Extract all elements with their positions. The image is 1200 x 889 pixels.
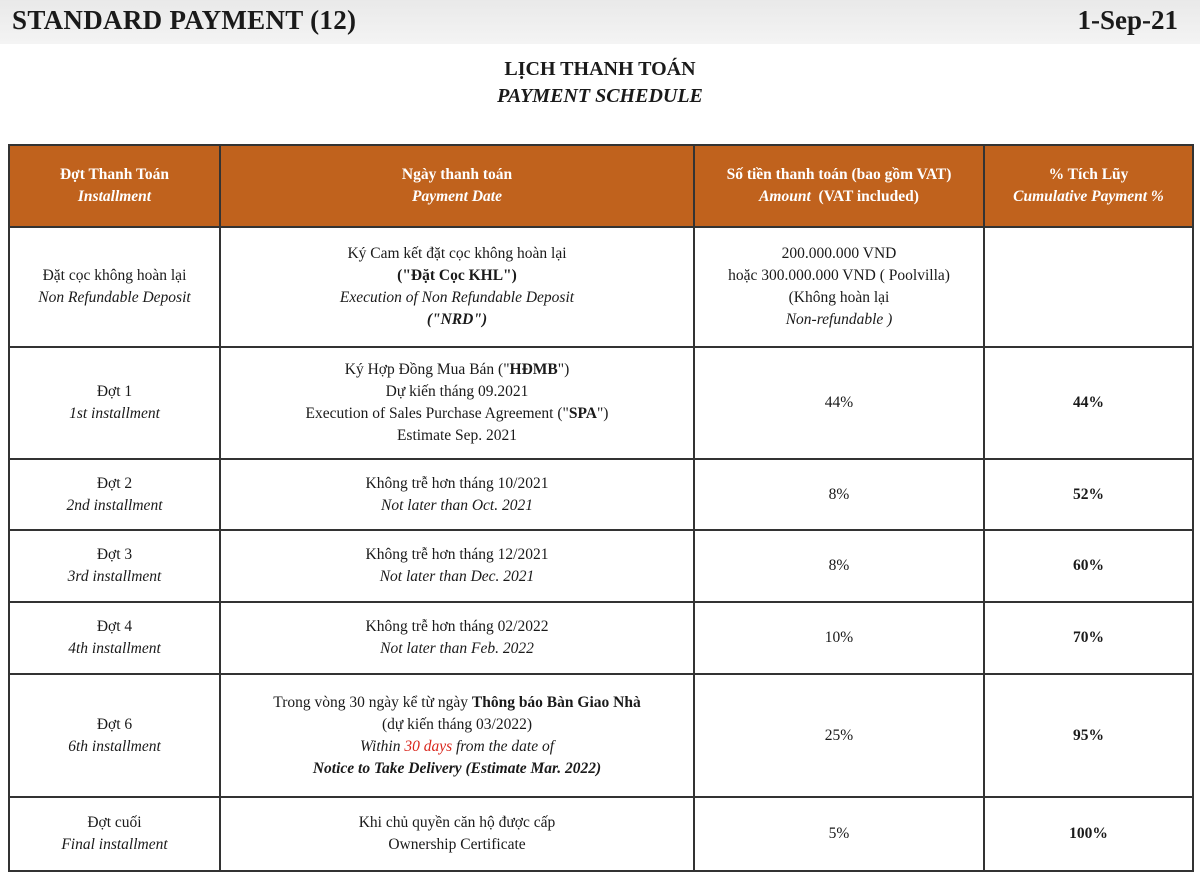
payment-schedule-table xyxy=(8,144,1194,872)
amount-cell: 8% xyxy=(694,459,984,530)
installment-name-vn: Đợt 6 xyxy=(96,715,133,733)
cumulative-cell: 95% xyxy=(984,674,1193,797)
installment-cell xyxy=(9,347,220,459)
column-header-amount xyxy=(694,145,984,227)
installment-name-vn: Đợt 1 xyxy=(96,383,133,400)
amount-line: Non-refundable ) xyxy=(785,311,893,328)
table-row xyxy=(9,347,1193,459)
schedule-title-vn: LỊCH THANH TOÁN xyxy=(504,58,696,80)
installment-name-vn: Đợt cuối xyxy=(87,814,142,831)
payment-date-emphasis: HĐMB xyxy=(509,361,558,378)
payment-date-line: Ownership Certificate xyxy=(388,836,526,853)
payment-date-line xyxy=(227,403,687,425)
amount-cell: 44% xyxy=(694,347,984,459)
payment-date-line: Not later than Oct. 2021 xyxy=(381,496,533,514)
installment-name-vn: Đợt 4 xyxy=(96,618,133,635)
column-header-label-vn: Số tiền thanh toán (bao gồm VAT) xyxy=(726,166,952,183)
payment-date-cell xyxy=(220,797,694,871)
installment-name-vn: Đợt 3 xyxy=(96,546,133,563)
cumulative-cell: 60% xyxy=(984,530,1193,602)
cumulative-cell: 70% xyxy=(984,602,1193,674)
payment-date-line: Khi chủ quyền căn hộ được cấp xyxy=(358,814,556,831)
payment-date-emphasis: SPA xyxy=(568,405,597,422)
payment-date-highlight: 30 days xyxy=(404,737,453,755)
amount-cell: 10% xyxy=(694,602,984,674)
payment-date-text: from the date of xyxy=(452,737,555,755)
amount-line: (Không hoàn lại xyxy=(788,289,890,306)
amount-line: 200.000.000 VND xyxy=(781,245,897,262)
payment-date-line: Estimate Sep. 2021 xyxy=(396,427,518,444)
column-header-label-en: Payment Date xyxy=(412,188,502,205)
table-row xyxy=(9,602,1193,674)
installment-cell xyxy=(9,530,220,602)
installment-name-en: Non Refundable Deposit xyxy=(38,289,191,306)
amount-cell: 8% xyxy=(694,530,984,602)
column-header-amount-en: Amount xyxy=(759,188,811,205)
document-date: 1-Sep-21 xyxy=(1077,5,1178,35)
installment-name-en: 6th installment xyxy=(68,737,161,755)
column-header-label-vn: Đợt Thanh Toán xyxy=(59,166,170,183)
column-header-label-vn: Ngày thanh toán xyxy=(401,166,513,183)
payment-date-cell xyxy=(220,459,694,530)
table-row xyxy=(9,530,1193,602)
installment-name-vn: Đặt cọc không hoàn lại xyxy=(42,267,187,284)
payment-date-line: ("NRD") xyxy=(426,311,488,328)
payment-date-line: Not later than Dec. 2021 xyxy=(379,568,535,585)
payment-date-line: Not later than Feb. 2022 xyxy=(380,640,534,657)
payment-date-text: Within xyxy=(359,737,405,755)
payment-date-line: Không trễ hơn tháng 02/2022 xyxy=(365,618,549,635)
column-header-label-en xyxy=(701,186,977,208)
table-row xyxy=(9,227,1193,347)
payment-date-line xyxy=(227,692,687,714)
installment-name-en: 1st installment xyxy=(69,405,160,422)
installment-cell xyxy=(9,227,220,347)
table-row xyxy=(9,459,1193,530)
table-row xyxy=(9,797,1193,871)
column-header-vat-note: (VAT included) xyxy=(818,188,919,205)
installment-cell xyxy=(9,797,220,871)
column-header-cumulative xyxy=(984,145,1193,227)
payment-date-line: Dự kiến tháng 09.2021 xyxy=(385,383,529,400)
payment-date-emphasis: Thông báo Bàn Giao Nhà xyxy=(471,693,641,711)
amount-line: hoặc 300.000.000 VND ( Poolvilla) xyxy=(728,267,950,284)
payment-date-text: ") xyxy=(596,405,609,422)
payment-date-text: Trong vòng 30 ngày kể từ ngày xyxy=(273,693,472,711)
table-row xyxy=(9,674,1193,797)
payment-date-cell xyxy=(220,227,694,347)
payment-date-cell xyxy=(220,602,694,674)
table-header-row xyxy=(9,145,1193,227)
cumulative-cell xyxy=(984,227,1193,347)
payment-date-line: Ký Cam kết đặt cọc không hoàn lại xyxy=(347,245,567,262)
column-header-payment-date xyxy=(220,145,694,227)
payment-date-line: ("Đặt Cọc KHL") xyxy=(397,267,517,284)
column-header-label-en: Installment xyxy=(77,188,152,205)
installment-name-en: 3rd installment xyxy=(67,568,162,585)
amount-cell xyxy=(694,227,984,347)
payment-date-line: Notice to Take Delivery (Estimate Mar. 2022) xyxy=(312,759,602,777)
amount-cell: 25% xyxy=(694,674,984,797)
payment-date-cell xyxy=(220,347,694,459)
document-title: STANDARD PAYMENT (12) xyxy=(12,5,357,35)
payment-date-line: Không trễ hơn tháng 10/2021 xyxy=(365,474,549,492)
installment-cell xyxy=(9,602,220,674)
payment-date-line: Execution of Non Refundable Deposit xyxy=(339,289,575,306)
payment-date-line: Không trễ hơn tháng 12/2021 xyxy=(365,546,549,563)
cumulative-cell: 52% xyxy=(984,459,1193,530)
installment-name-en: 2nd installment xyxy=(66,496,163,514)
payment-date-text: Ký Hợp Đồng Mua Bán (" xyxy=(344,361,510,378)
payment-date-text: Execution of Sales Purchase Agreement (" xyxy=(305,405,569,422)
amount-cell: 5% xyxy=(694,797,984,871)
column-header-installment xyxy=(9,145,220,227)
payment-date-line: (dự kiến tháng 03/2022) xyxy=(381,715,533,733)
installment-cell xyxy=(9,674,220,797)
payment-date-cell xyxy=(220,674,694,797)
payment-date-line xyxy=(227,359,687,381)
payment-date-cell xyxy=(220,530,694,602)
cumulative-cell: 100% xyxy=(984,797,1193,871)
column-header-label-vn: % Tích Lũy xyxy=(1048,166,1129,183)
installment-name-en: 4th installment xyxy=(68,640,161,657)
payment-date-text: ") xyxy=(557,361,570,378)
column-header-label-en: Cumulative Payment % xyxy=(1013,188,1164,205)
schedule-title-en: PAYMENT SCHEDULE xyxy=(497,85,703,107)
installment-name-vn: Đợt 2 xyxy=(96,474,133,492)
cumulative-cell: 44% xyxy=(984,347,1193,459)
installment-cell xyxy=(9,459,220,530)
payment-date-line xyxy=(227,736,687,758)
installment-name-en: Final installment xyxy=(61,836,168,853)
